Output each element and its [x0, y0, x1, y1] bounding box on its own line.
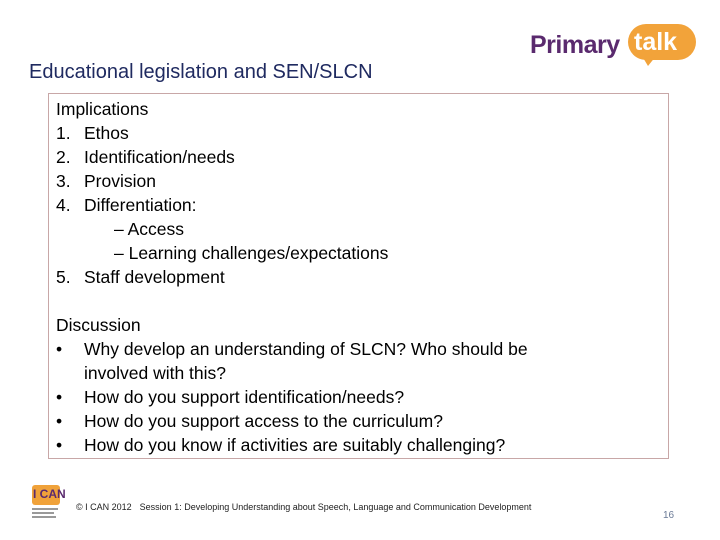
discussion-item-continued: involved with this?: [84, 363, 227, 383]
item-number: 1.: [56, 123, 71, 143]
logo-word-primary: Primary: [530, 31, 620, 59]
item-number: 2.: [56, 147, 71, 167]
item-number: 3.: [56, 171, 71, 191]
item-text: Provision: [84, 171, 156, 191]
logo-caption-line: [32, 516, 56, 518]
discussion-item: [56, 337, 656, 361]
item-text: Differentiation:: [84, 195, 197, 215]
discussion-item: [56, 385, 656, 409]
implication-subitem: – Learning challenges/expectations: [114, 243, 389, 263]
bullet-icon: •: [56, 411, 63, 431]
bullet-icon: •: [56, 435, 63, 455]
ican-logo: [30, 485, 66, 519]
item-text: Ethos: [84, 123, 129, 143]
implication-subitem: – Access: [114, 219, 185, 239]
implication-item: [56, 265, 656, 289]
bullet-icon: •: [56, 339, 63, 359]
implication-item: [56, 169, 656, 193]
item-text: Identification/needs: [84, 147, 235, 167]
ican-logo-text: I CAN: [33, 487, 66, 501]
primary-talk-logo: [530, 22, 700, 68]
item-text: Staff development: [84, 267, 225, 287]
bullet-icon: •: [56, 387, 63, 407]
logo-caption-line: [32, 512, 54, 514]
implication-item: [56, 193, 656, 217]
footer-text: [76, 502, 531, 512]
implication-item: [56, 121, 656, 145]
discussion-heading: Discussion: [56, 315, 141, 335]
item-text: How do you support identification/needs?: [84, 387, 405, 407]
copyright: © I CAN 2012: [76, 502, 132, 512]
implication-item: [56, 145, 656, 169]
item-text: How do you know if activities are suitably challenging?: [84, 435, 506, 455]
slide-title: Educational legislation and SEN/SLCN: [29, 61, 373, 83]
discussion-item: [56, 409, 656, 433]
page-number: 16: [663, 510, 675, 521]
implications-heading: Implications: [56, 99, 149, 119]
logo-caption-line: [32, 508, 58, 510]
session-title: Session 1: Developing Understanding about Speech, Language and Communication Development: [139, 502, 532, 512]
logo-word-talk: talk: [634, 28, 678, 56]
discussion-item: [56, 433, 656, 457]
item-text: Why develop an understanding of SLCN? Who should be: [84, 339, 528, 359]
item-number: 5.: [56, 267, 71, 287]
item-number: 4.: [56, 195, 71, 215]
speech-bubble-tail: [642, 56, 656, 66]
spacer: [56, 289, 656, 313]
slide-content: [56, 97, 656, 457]
item-text: How do you support access to the curriculum?: [84, 411, 443, 431]
